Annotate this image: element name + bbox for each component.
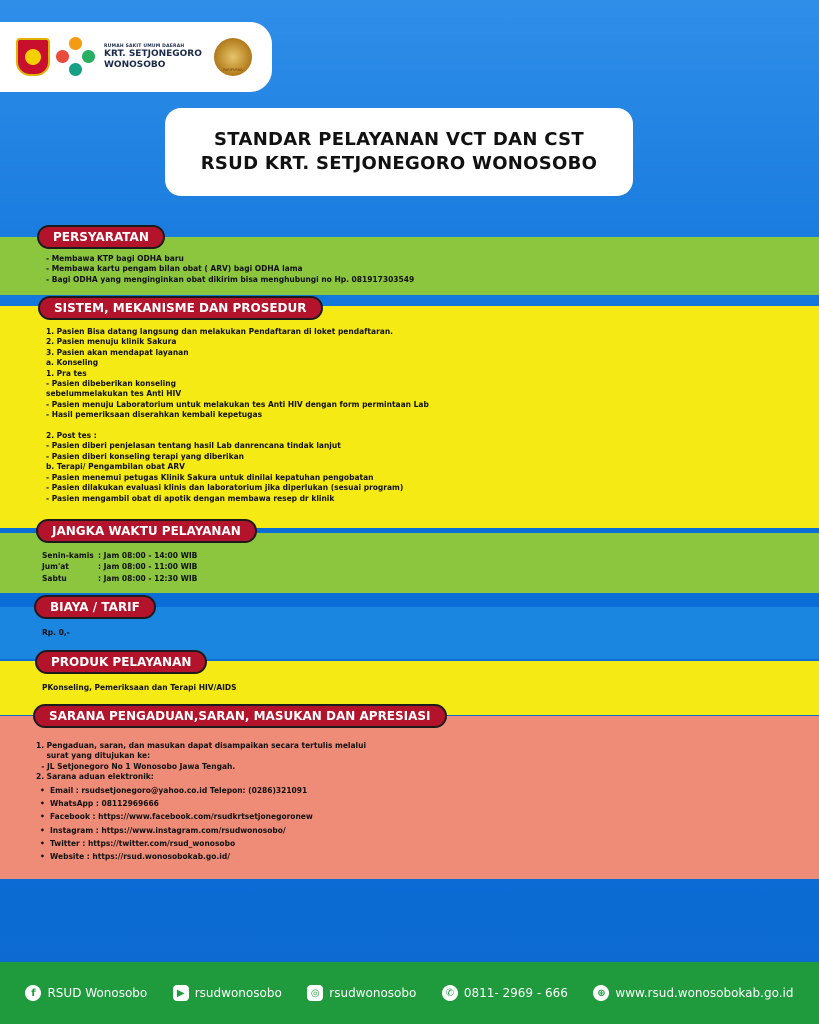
sarana-line: 2. Sarana aduan elektronik: [36, 772, 154, 782]
globe-icon: ⊕ [593, 985, 609, 1001]
sarana-heading: SARANA PENGADUAN,SARAN, MASUKAN DAN APRESIASI [33, 704, 447, 728]
schedule-time: : Jam 08:00 - 12:30 WIB [98, 573, 198, 583]
hospital-name-line1: KRT. SETJONEGORO [104, 48, 202, 59]
footer-facebook[interactable] [25, 985, 147, 1001]
footer [0, 962, 819, 1024]
hospital-name-line2: WONOSOBO [104, 59, 166, 70]
page-title-line1: STANDAR PELAYANAN VCT DAN CST [214, 129, 584, 150]
product-value: PKonseling, Pemeriksaan dan Terapi HIV/AIDS [42, 683, 237, 692]
procedure-line: b. Terapi/ Pengambilan obat ARV [46, 462, 185, 472]
list-item: • Instagram : https://www.instagram.com/rsudwonosobo/ [36, 824, 366, 837]
hospital-small-label: RUMAH SAKIT UMUM DAERAH [104, 43, 185, 49]
procedure-line: 2. Post tes : [46, 431, 97, 441]
sarana-line: - JL Setjonegoro No 1 Wonosobo Jawa Tengah. [36, 761, 236, 771]
procedure-line: - Pasien diberi penjelasan tentang hasil Lab danrencana tindak lanjut [46, 441, 341, 451]
biaya-heading: BIAYA / TARIF [34, 595, 156, 619]
sarana-line: 1. Pengaduan, saran, dan masukan dapat disampaikan secara tertulis melalui [36, 741, 367, 750]
schedule-day: Sabtu [42, 573, 67, 583]
facebook-icon: f [25, 985, 41, 1001]
schedule [42, 551, 218, 584]
jangka-heading: JANGKA WAKTU PELAYANAN [36, 519, 257, 543]
procedure-line: 1. Pra tes [46, 368, 87, 378]
schedule-time: : Jam 08:00 - 14:00 WIB [98, 551, 198, 560]
biaya-value [42, 628, 70, 638]
emblem-caption: PARIPURNA [222, 68, 243, 72]
procedure-line: - Pasien mengambil obat di apotik dengan membawa resep dr klinik [46, 493, 335, 503]
whatsapp-icon: ✆ [442, 985, 458, 1001]
procedure-line: - Pasien dibeberikan konseling [46, 379, 176, 389]
persyaratan-item: - Membawa KTP bagi ODHA baru [46, 254, 184, 263]
electronic-channels-list [36, 784, 366, 864]
produk-heading: PRODUK PELAYANAN [35, 650, 207, 674]
procedure-line: a. Konseling [46, 358, 99, 368]
footer-website-label: www.rsud.wonosobokab.go.id [615, 986, 794, 1000]
procedure-line: - Hasil pemeriksaan diserahkan kembali kepetugas [46, 410, 263, 420]
tariff-value: Rp. 0,- [42, 628, 70, 637]
produk-value [42, 683, 237, 693]
procedure-line: 3. Pasien akan mendapat layanan [46, 347, 189, 357]
footer-youtube[interactable] [173, 985, 282, 1001]
procedure-line: sebelummelakukan tes Anti HIV [46, 389, 182, 399]
procedure-line [46, 421, 429, 431]
footer-whatsapp[interactable] [442, 985, 568, 1001]
procedure-line: - Pasien diberi konseling terapi yang diberikan [46, 451, 245, 461]
youtube-icon: ▶ [173, 985, 189, 1001]
persyaratan-heading: PERSYARATAN [37, 225, 165, 249]
persyaratan-list [46, 254, 414, 285]
sistem-heading: SISTEM, MEKANISME DAN PROSEDUR [38, 296, 323, 320]
persyaratan-item: - Membawa kartu pengam bilan obat ( ARV) bagi ODHA lama [46, 264, 303, 274]
logo-card [0, 22, 272, 92]
footer-facebook-label: RSUD Wonosobo [47, 986, 148, 1000]
schedule-time: : Jam 08:00 - 11:00 WIB [98, 562, 198, 572]
schedule-day: Senin-kamis [42, 551, 94, 560]
footer-whatsapp-label: 0811- 2969 - 666 [463, 986, 568, 1000]
accreditation-emblem-icon [214, 38, 252, 76]
hospital-name [104, 44, 202, 71]
list-item: • Email : rsudsetjonegoro@yahoo.co.id Telepon: (0286)321091 [36, 784, 366, 797]
regency-crest-icon [16, 38, 50, 76]
persyaratan-item: - Bagi ODHA yang menginginkan obat dikirim bisa menghubungi no Hp. 081917303549 [46, 274, 415, 284]
procedure-line: - Pasien menemui petugas Klinik Sakura untuk dinilai kepatuhan pengobatan [46, 472, 374, 482]
page-title-line2: RSUD KRT. SETJONEGORO WONOSOBO [200, 153, 598, 174]
title-card [165, 108, 633, 196]
hospital-logo-icon [56, 37, 96, 77]
procedure-line: 2. Pasien menuju klinik Sakura [46, 337, 177, 347]
footer-instagram[interactable] [307, 985, 416, 1001]
procedure-line: - Pasien dilakukan evaluasi klinis dan laboratorium jika diperlukan (sesuai program) [46, 483, 404, 493]
footer-instagram-label: rsudwonosobo [329, 986, 417, 1000]
sarana-line: surat yang ditujukan ke: [36, 751, 151, 761]
sarana-content [36, 741, 366, 863]
footer-website[interactable] [593, 985, 793, 1001]
procedure-line: 1. Pasien Bisa datang langsung dan melakukan Pendaftaran di loket pendaftaran. [46, 327, 394, 336]
list-item: • Website : https://rsud.wonosobokab.go.id/ [36, 850, 366, 863]
procedure-line: - Pasien menuju Laboratorium untuk melakukan tes Anti HIV dengan form permintaan Lab [46, 399, 429, 409]
list-item: • Twitter : https://twitter.com/rsud_wonosobo [36, 837, 366, 850]
sistem-procedure [46, 327, 429, 504]
list-item: • Facebook : https://www.facebook.com/rsudkrtsetjonegoronew [36, 810, 366, 823]
schedule-day: Jum'at [42, 562, 69, 572]
footer-youtube-label: rsudwonosobo [194, 986, 282, 1000]
list-item: • WhatsApp : 08112969666 [36, 797, 366, 810]
instagram-icon: ◎ [307, 985, 323, 1001]
